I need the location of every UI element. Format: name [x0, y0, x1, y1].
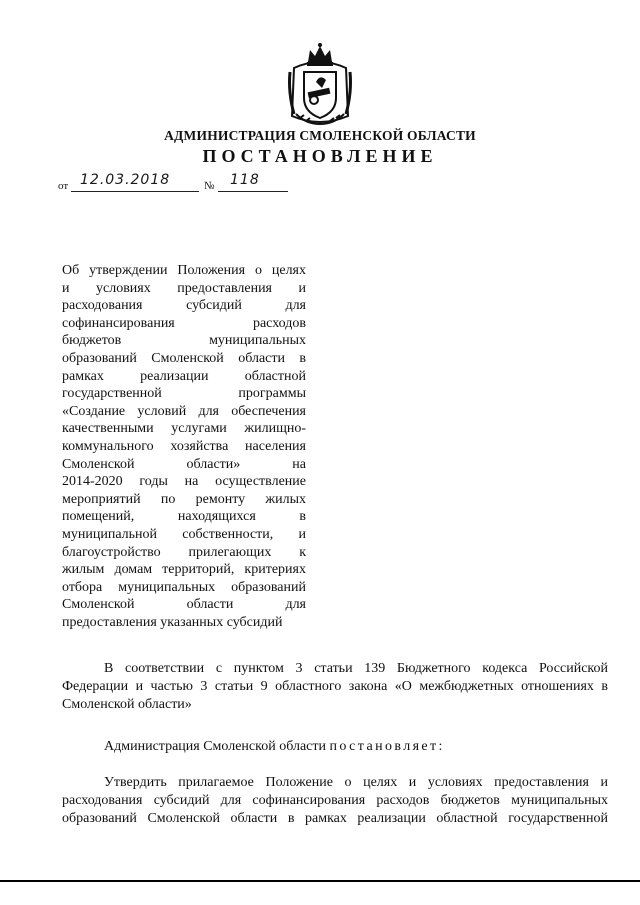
paragraph-resolution [62, 738, 608, 756]
document-type-title: ПОСТАНОВЛЕНИЕ [202, 146, 438, 166]
document-subject [62, 262, 306, 631]
organization-title: АДМИНИСТРАЦИЯ СМОЛЕНСКОЙ ОБЛАСТИ [164, 128, 476, 143]
paragraph-legal-basis [62, 660, 608, 714]
subject-line: жилым домам территорий, критериях [62, 562, 306, 578]
subject-line: помещений, находящихся в [62, 509, 306, 525]
subject-line: Смоленской области» на [62, 456, 306, 472]
subject-line: бюджетов муниципальных [62, 333, 306, 349]
subject-line: государственной программы [62, 386, 306, 402]
resolution-subject: Администрация Смоленской области [104, 739, 327, 754]
paragraph-line: Смоленской области» [62, 697, 192, 712]
number-label: № [204, 180, 215, 192]
paragraph-line: Утвердить прилагаемое Положение о целях и условиях предоставления и [104, 775, 608, 790]
paragraph-line [62, 738, 608, 756]
subject-line: предоставления указанных субсидий [62, 614, 283, 630]
paragraph-line: Федерации и частью 3 статьи 9 областного закона «О межбюджетных отношениях в [62, 679, 608, 694]
coat-of-arms-emblem [286, 42, 354, 128]
paragraph-line: расходования субсидий для софинансирования расходов бюджетов муниципальных [62, 793, 608, 808]
document-meta-line [58, 172, 318, 196]
subject-line: Смоленской области для [62, 597, 306, 613]
subject-line: Об утверждении Положения о целях [62, 263, 306, 278]
resolution-verb: постановляет: [329, 739, 445, 754]
subject-line: образований Смоленской области в [62, 350, 306, 366]
subject-line: коммунального хозяйства населения [62, 438, 306, 454]
subject-line: рамках реализации областной [62, 368, 306, 384]
subject-line: муниципальной собственности, и [62, 526, 306, 542]
paragraph-line: образований Смоленской области в рамках реализации областной государственной [62, 811, 608, 826]
subject-line: и условиях предоставления и [62, 280, 306, 296]
subject-line: 2014-2020 годы на осуществление [62, 474, 306, 490]
date-handwritten: 12.03.2018 [80, 172, 171, 188]
subject-line: качественными услугами жилищно- [62, 421, 306, 437]
subject-line: отбора муниципальных образований [62, 579, 306, 595]
subject-line: благоустройство прилегающих к [62, 544, 306, 560]
number-handwritten: 118 [230, 172, 260, 188]
date-label: от [58, 180, 69, 192]
subject-line: «Создание условий для обеспечения [62, 403, 306, 419]
date-underline [71, 191, 199, 192]
subject-line: мероприятий по ремонту жилых [62, 491, 306, 507]
paragraph-line: В соответствии с пунктом 3 статьи 139 Бюджетного кодекса Российской [104, 661, 608, 676]
subject-line: расходования субсидий для [62, 298, 306, 314]
number-underline [218, 191, 288, 192]
paragraph-approval [62, 774, 608, 828]
page-bottom-rule [0, 880, 640, 882]
subject-line: софинансирования расходов [62, 315, 306, 331]
